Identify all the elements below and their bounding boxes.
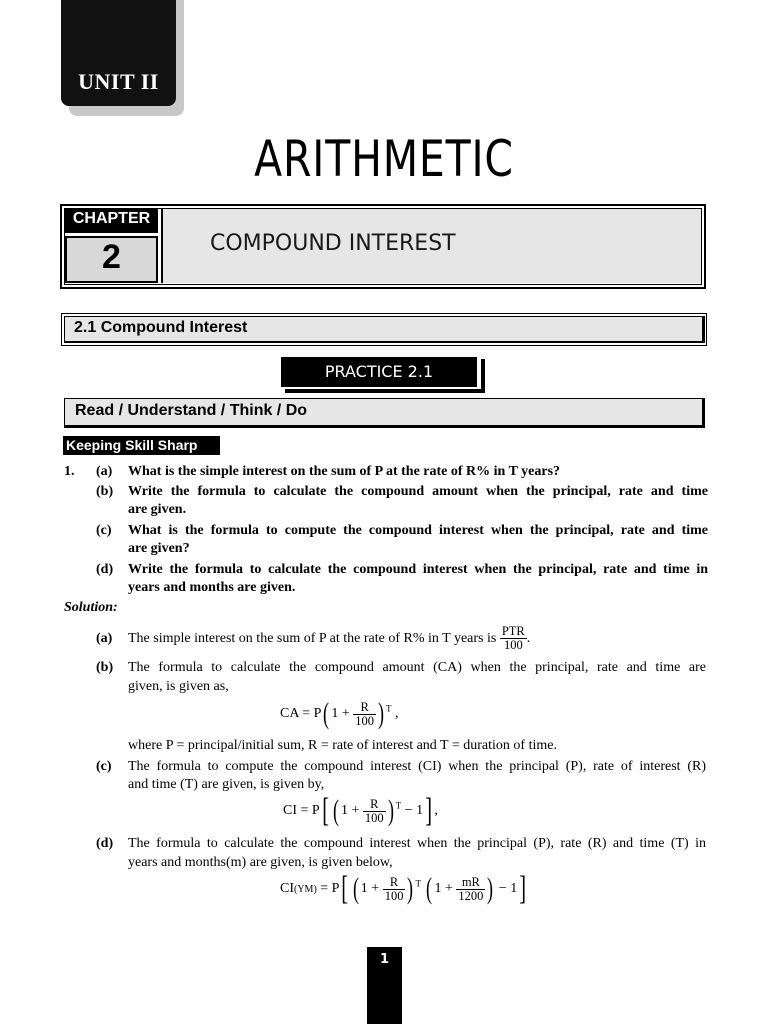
r-fraction xyxy=(383,876,406,903)
left-paren-glyph: ( xyxy=(333,794,340,827)
unit-title: ARITHMETIC xyxy=(254,130,514,188)
fraction-numerator: PTR xyxy=(501,624,525,639)
fraction-denominator: 100 xyxy=(364,810,384,825)
sentence-period: . xyxy=(526,631,531,646)
left-paren-glyph: ( xyxy=(426,872,433,905)
question-part-text: Write the formula to calculate the compound interest when the principal, rate and time in xyxy=(128,562,708,577)
left-paren-glyph: ( xyxy=(352,872,359,905)
solution-tag: (a) xyxy=(96,631,113,646)
right-bracket-glyph: ] xyxy=(519,870,527,907)
chapter-number: 2 xyxy=(102,238,121,276)
formula-term: − 1 xyxy=(498,881,518,897)
left-paren-glyph: ( xyxy=(323,697,330,730)
solution-tag: (b) xyxy=(96,660,114,675)
left-bracket-glyph: [ xyxy=(341,870,349,907)
mr-fraction xyxy=(456,876,485,903)
fraction-denominator: 100 xyxy=(384,888,404,903)
skill-label: Keeping Skill Sharp xyxy=(66,437,198,453)
solution-b-line: given, is given as, xyxy=(128,679,229,694)
chapter-label: CHAPTER xyxy=(72,210,151,227)
solution-heading: Solution: xyxy=(64,600,118,615)
solution-tag: (d) xyxy=(96,836,114,851)
solution-b-where: where P = principal/initial sum, R = rate of interest and T = duration of time. xyxy=(128,738,557,753)
formula-term: − 1 xyxy=(404,803,424,819)
formula-subscript: (YM) xyxy=(294,884,317,896)
exponent: T xyxy=(386,703,392,714)
formula-term: 1 + xyxy=(341,803,360,819)
exponent: T xyxy=(395,800,402,811)
fraction-numerator: R xyxy=(383,876,406,890)
question-part-text: are given? xyxy=(128,541,190,556)
solution-c-line: The formula to compute the compound interest (CI) when the principal (P), rate of interest (R) xyxy=(128,759,706,774)
ptr-fraction xyxy=(500,625,527,652)
formula-comma: , xyxy=(434,803,438,819)
left-bracket-glyph: [ xyxy=(321,792,329,829)
solution-d-line: years and months(m) are given, is given below, xyxy=(128,855,393,870)
solution-d-line: The formula to calculate the compound interest when the principal (P), rate (R) and time (T) in xyxy=(128,836,706,851)
r-fraction xyxy=(353,701,376,728)
section-title: 2.1 Compound Interest xyxy=(74,319,248,336)
fraction-numerator: mR xyxy=(456,876,485,890)
formula-term: 1 + xyxy=(434,881,453,897)
formula-lhs: CI = P xyxy=(283,803,320,819)
right-paren-glyph: ) xyxy=(487,872,494,905)
r-fraction xyxy=(363,798,386,825)
compound-interest-formula xyxy=(283,792,438,830)
question-part-text: Write the formula to calculate the compound amount when the principal, rate and time xyxy=(128,484,708,499)
question-part-tag: (a) xyxy=(96,464,113,479)
right-paren-glyph: ) xyxy=(378,697,385,730)
question-number: 1. xyxy=(64,464,75,479)
formula-comma: , xyxy=(395,706,399,722)
compound-interest-ym-formula xyxy=(280,870,529,908)
solution-tag: (c) xyxy=(96,759,112,774)
right-bracket-glyph: ] xyxy=(425,792,433,829)
fraction-numerator: R xyxy=(353,701,376,715)
fraction-denominator: 1200 xyxy=(458,888,484,903)
compound-amount-formula xyxy=(280,697,399,731)
right-paren-glyph: ) xyxy=(387,794,394,827)
chapter-title: COMPOUND INTEREST xyxy=(210,231,456,256)
page-number: 1 xyxy=(379,952,390,967)
question-part-tag: (d) xyxy=(96,562,114,577)
fraction-numerator: R xyxy=(363,798,386,812)
question-part-text: What is the simple interest on the sum of P at the rate of R% in T years? xyxy=(128,464,561,479)
formula-equals: = P xyxy=(316,881,340,897)
question-part-text: What is the formula to compute the compound interest when the principal, rate and time xyxy=(128,523,708,538)
fraction-denominator: 100 xyxy=(355,713,375,728)
formula-term: 1 + xyxy=(331,706,350,722)
question-part-text: are given. xyxy=(128,502,187,517)
right-paren-glyph: ) xyxy=(407,872,414,905)
fraction-denominator: 100 xyxy=(503,638,523,653)
question-part-tag: (c) xyxy=(96,523,112,538)
rutd-label: Read / Understand / Think / Do xyxy=(75,402,308,419)
formula-lhs: CI xyxy=(280,881,294,897)
formula-term: 1 + xyxy=(360,881,380,897)
practice-label: PRACTICE 2.1 xyxy=(324,362,434,381)
unit-label: UNIT II xyxy=(78,69,159,94)
solution-c-line: and time (T) are given, is given by, xyxy=(128,777,325,792)
exponent: T xyxy=(415,878,421,889)
solution-a-line xyxy=(128,620,530,658)
solution-b-line: The formula to calculate the compound amount (CA) when the principal, rate and time are xyxy=(128,660,706,675)
question-part-text: years and months are given. xyxy=(128,580,296,595)
formula-lhs: CA = P xyxy=(280,706,322,722)
question-part-tag: (b) xyxy=(96,484,114,499)
solution-a-text: The simple interest on the sum of P at the rate of R% in T years is xyxy=(128,631,497,646)
